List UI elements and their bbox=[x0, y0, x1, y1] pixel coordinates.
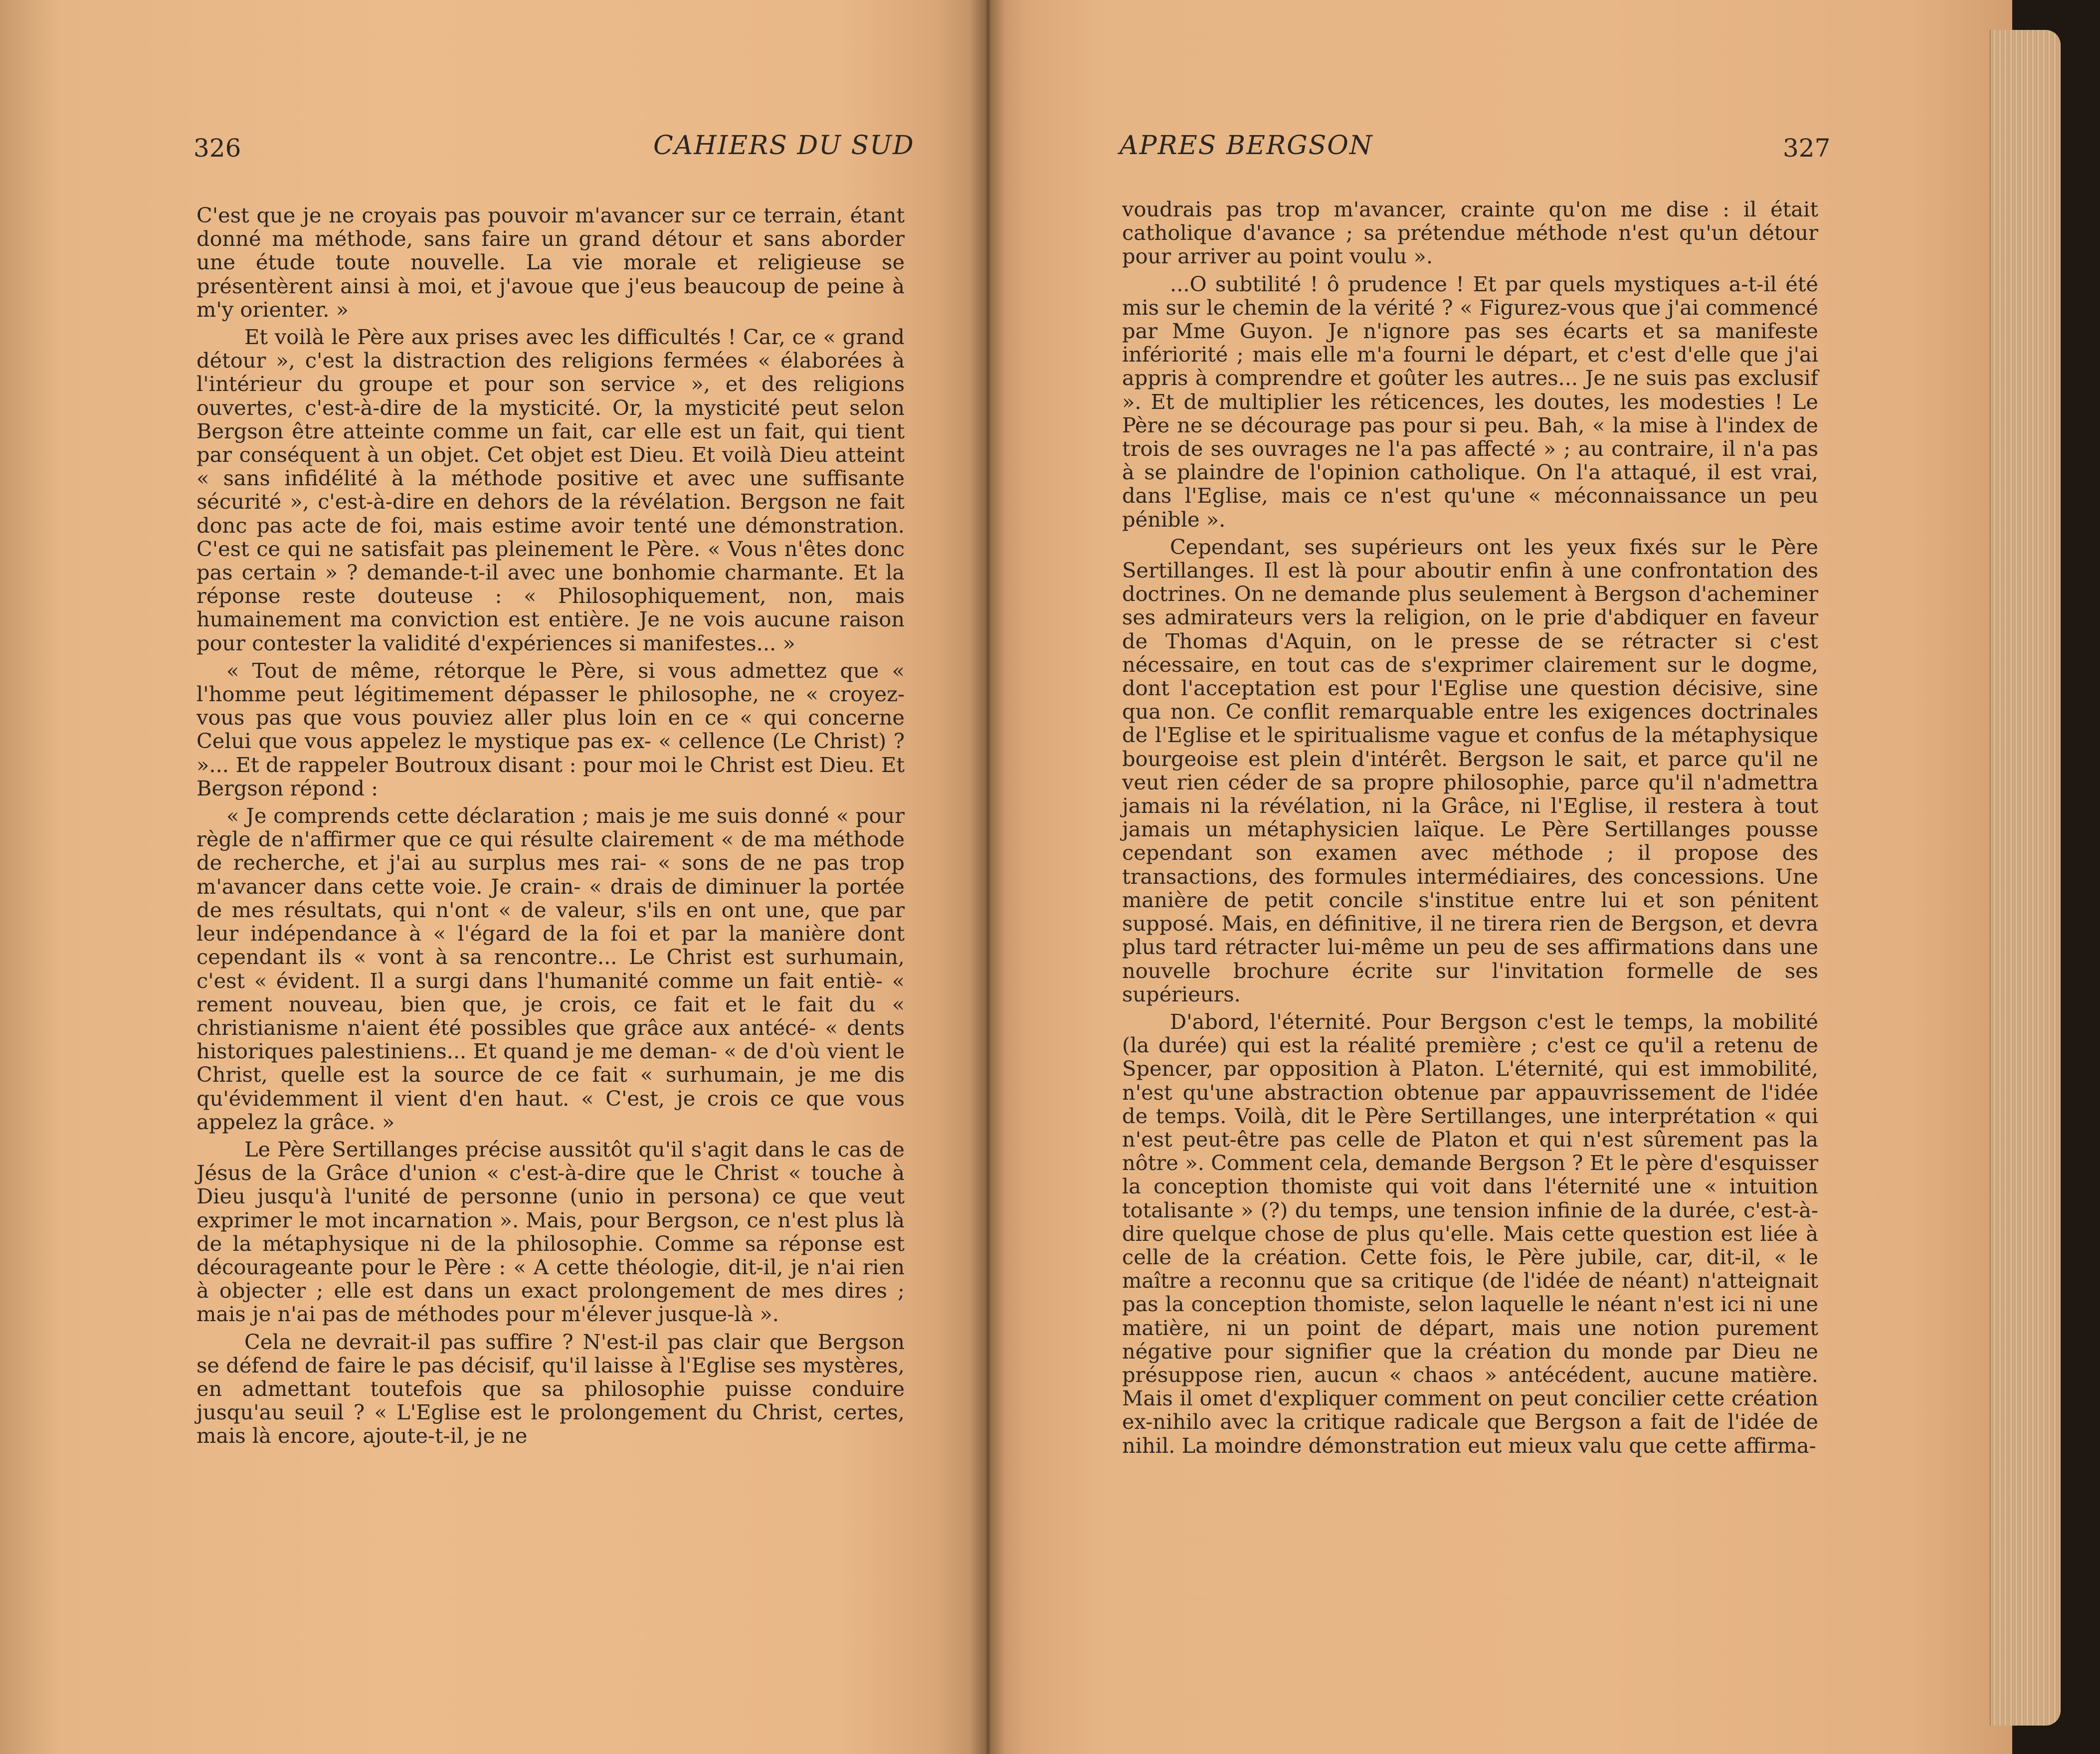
paragraph: Cependant, ses supérieurs ont les yeux fixés sur le Père Sertillanges. Il est là pour aboutir enfin à une confrontation des doctrines. On ne demande plus seulement à Bergson d'acheminer ses admirateurs vers la religion, on le prie d'abdiquer en faveur de Thomas d'Aquin, on le presse de se rétracter si c'est nécessaire, en tout cas de s'exprimer clairement sur le dogme, dont l'acceptation est pour l'Eglise une question décisive, sine qua non. Ce conflit remarquable entre les exigences doctrinales de l'Eglise et le spiritualisme vague et confus de la métaphysique bourgeoise est plein d'intérêt. Bergson le sait, et parce qu'il ne veut rien céder de sa propre philosophie, parce qu'il n'admettra jamais ni la révélation, ni la Grâce, ni l'Eglise, il restera à tout jamais un métaphysicien laïque. Le Père Sertillanges pousse cependant son examen avec méthode ; il propose des transactions, des formules intermédiaires, des concessions. Une manière de petit concile s'institue entre lui et son pénitent supposé. Mais, en définitive, il ne tirera rien de Bergson, et devra plus tard rétracter lui-même un peu de ses affirmations dans une nouvelle brochure écrite sur l'invitation formelle de ses supérieurs. bbox=[1122, 534, 1818, 1006]
paragraph: Le Père Sertillanges précise aussitôt qu'il s'agit dans le cas de Jésus de la Grâce d'union « c'est-à-dire que le Christ « touche à Dieu jusqu'à l'unité de personne (unio in persona) ce que veut exprimer le mot incarnation ». Mais, pour Bergson, ce n'est plus là de la métaphysique ni de la philosophie. Comme sa réponse est décourageante pour le Père : « A cette théologie, dit-il, je n'ai rien à objecter ; elle est dans un exact prolongement de mes dires ; mais je n'ai pas de méthodes pour m'élever jusque-là ». bbox=[196, 1137, 905, 1327]
left-text-block bbox=[196, 203, 905, 1448]
right-page bbox=[985, 0, 2012, 1754]
paragraph: voudrais pas trop m'avancer, crainte qu'on me dise : il était catholique d'avance ; sa prétendue méthode n'est qu'un détour pour arriver au point voulu ». bbox=[1122, 197, 1818, 269]
paragraph: ...O subtilité ! ô prudence ! Et par quels mystiques a-t-il été mis sur le chemin de la vérité ? « Figurez-vous que j'ai commencé par Mme Guyon. Je n'ignore pas ses écarts et sa manifeste infériorité ; mais elle m'a fourni le départ, et c'est d'elle que j'ai appris à comprendre et goûter les autres... Je ne suis pas exclusif ». Et de multiplier les réticences, les doutes, les modesties ! Le Père ne se décourage pas pour si peu. Bah, « la mise à l'index de trois de ses ouvrages ne l'a pas affecté » ; au contraire, il n'a pas à se plaindre de l'opinion catholique. On l'a attaqué, il est vrai, dans l'Eglise, mais ce n'est qu'une « méconnaissance un peu pénible ». bbox=[1122, 271, 1818, 532]
left-running-head: CAHIERS DU SUD bbox=[653, 131, 915, 161]
left-page bbox=[0, 0, 985, 1754]
right-running-head: APRES BERGSON bbox=[1120, 131, 1373, 161]
paragraph: Et voilà le Père aux prises avec les difficultés ! Car, ce « grand détour », c'est la distraction des religions fermées « élaborées à l'intérieur du groupe et pour son service », et des religions ouvertes, c'est-à-dire de la mysticité. Or, la mysticité peut selon Bergson être atteinte comme un fait, car elle est un fait, qui tient par conséquent à un objet. Cet objet est Dieu. Et voilà Dieu atteint « sans infidélité à la méthode positive et avec une suffisante sécurité », c'est-à-dire en dehors de la révélation. Bergson ne fait donc pas acte de foi, mais estime avoir tenté une démonstration. C'est ce qui ne satisfait pas pleinement le Père. « Vous n'êtes donc pas certain » ? demande-t-il avec une bonhomie charmante. Et la réponse reste douteuse : « Philosophiquement, non, mais humainement ma conviction est entière. Je ne vois aucune raison pour contester la validité d'expériences si manifestes... » bbox=[196, 325, 905, 655]
paragraph: « Je comprends cette déclaration ; mais je me suis donné « pour règle de n'affirmer que ce qui résulte clairement « de ma méthode de recherche, et j'ai au surplus mes rai- « sons de ne pas trop m'avancer dans cette voie. Je crain- « drais de diminuer la portée de mes résultats, qui n'ont « de valeur, s'ils en ont une, que par leur indépendance à « l'égard de la foi et par la manière dont cependant ils « vont à sa rencontre... Le Christ est surhumain, c'est « évident. Il a surgi dans l'humanité comme un fait entiè- « rement nouveau, bien que, je crois, ce fait et le fait du « christianisme n'aient été possibles que grâce aux antécé- « dents historiques palestiniens... Et quand je me deman- « de d'où vient le Christ, quelle est la source de ce fait « surhumain, je me dis qu'évidemment il vient d'en haut. « C'est, je crois ce que vous appelez la grâce. » bbox=[196, 803, 905, 1134]
paragraph: « Tout de même, rétorque le Père, si vous admettez que « l'homme peut légitimement dépasser le philosophe, ne « croyez-vous pas que vous pouviez aller plus loin en ce « qui concerne Celui que vous appelez le mystique pas ex- « cellence (Le Christ) ? »... Et de rappeler Boutroux disant : pour moi le Christ est Dieu. Et Bergson répond : bbox=[196, 658, 905, 800]
paragraph: C'est que je ne croyais pas pouvoir m'avancer sur ce terrain, étant donné ma méthode, sans faire un grand détour et sans aborder une étude toute nouvelle. La vie morale et religieuse se présentèrent ainsi à moi, et j'avoue que j'eus beaucoup de peine à m'y orienter. » bbox=[196, 203, 905, 322]
right-text-block bbox=[1122, 197, 1818, 1457]
left-page-number: 326 bbox=[193, 134, 241, 163]
page-edges bbox=[1990, 30, 2061, 1726]
right-page-number: 327 bbox=[1783, 134, 1831, 163]
book-gutter bbox=[970, 0, 1005, 1754]
paragraph: Cela ne devrait-il pas suffire ? N'est-il pas clair que Bergson se défend de faire le pas décisif, qu'il laisse à l'Eglise ses mystères, en admettant toutefois que sa philosophie puisse conduire jusqu'au seuil ? « L'Eglise est le prolongement du Christ, certes, mais là encore, ajoute-t-il, je ne bbox=[196, 1329, 905, 1448]
paragraph: D'abord, l'éternité. Pour Bergson c'est le temps, la mobilité (la durée) qui est la réalité première ; c'est ce qu'il a retenu de Spencer, par opposition à Platon. L'éternité, qui est immobilité, n'est qu'une abstraction obtenue par appauvrissement de l'idée de temps. Voilà, dit le Père Sertillanges, une interprétation « qui n'est peut-être pas celle de Platon et qui n'est sûrement pas la nôtre ». Comment cela, demande Bergson ? Et le père d'esquisser la conception thomiste qui voit dans l'éternité une « intuition totalisante » (?) du temps, une tension infinie de la durée, c'est-à-dire quelque chose de plus qu'elle. Mais cette question est liée à celle de la création. Cette fois, le Père jubile, car, dit-il, « le maître a reconnu que sa critique (de l'idée de néant) n'atteignait pas la conception thomiste, selon laquelle le néant n'est ici ni une matière, ni un point de départ, mais une notion purement négative pour signifier que la création du monde par Dieu ne présuppose rien, aucun « chaos » antécédent, aucune matière. Mais il omet d'expliquer comment on peut concilier cette création ex-nihilo avec la critique radicale que Bergson a fait de l'idée de nihil. La moindre démonstration eut mieux valu que cette affirma- bbox=[1122, 1009, 1818, 1458]
